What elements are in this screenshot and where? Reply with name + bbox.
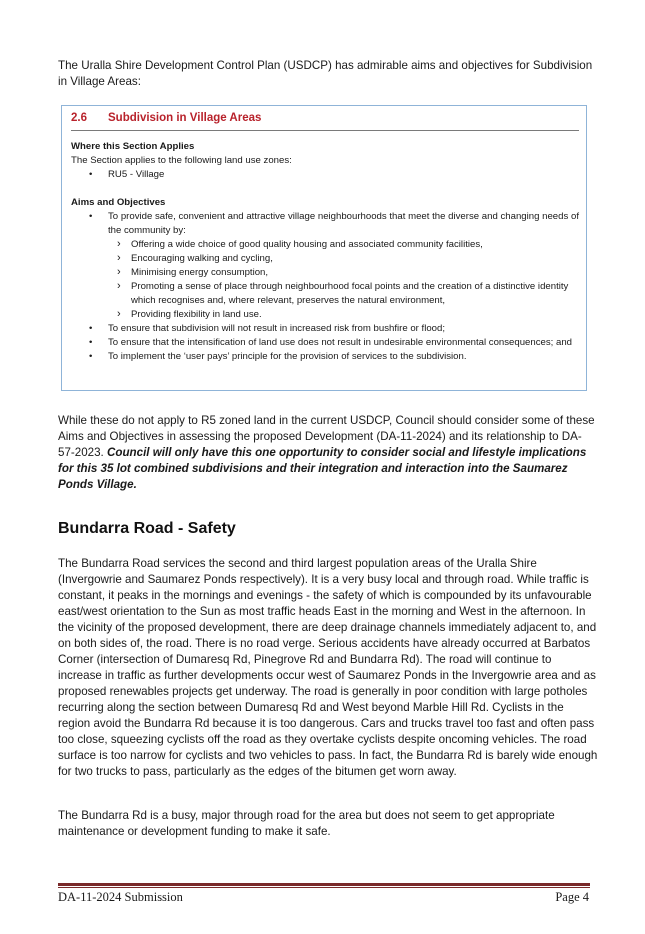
applies-text: The Section applies to the following land use zones:	[71, 155, 292, 166]
excerpt-heading	[71, 112, 579, 131]
aims-heading: Aims and Objectives	[71, 197, 166, 208]
zone-item: • RU5 - Village	[71, 168, 579, 182]
road-safety-paragraph: The Bundarra Road services the second and third largest population areas of the Uralla Shire (Invergowrie and Saumarez Ponds respectively). It is a very busy local and through road. While traffic is constant, it peaks in the mornings and evenings - the safety of which is compounded by its unfavourable east/west orientation to the Sun as most traffic heads East in the morning and West in the afternoon. In the vicinity of the proposed development, there are deep drainage channels immediately adjacent to, and on both sides of, the road. There is no road verge. Serious accidents have already occurred at Barbatos Corner (intersection of Dumaresq Rd, Pinegrove Rd and Bundarra Rd). The road will continue to increase in traffic as further developments occur west of Saumarez Ponds in the Invergowrie area and as proposed renewables projects get underway. The road is generally in poor condition with large potholes recurring along the section between Dumaresq Rd and West beyond Marble Hill Rd. Cyclists in the region avoid the Bundarra Rd because it is too dangerous. Cars and trucks travel too fast and often pass too close, squeezing cyclists off the road as they overtake cyclists despite oncoming vehicles. The road surface is too narrow for cyclists and two vehicles to pass. In fact, the Bundarra Rd is barely wide enough for two trucks to pass, particularly as the edges of the bitumen get worn away.	[58, 557, 598, 778]
aim-item: • To ensure that subdivision will not result in increased risk from bushfire or flood;	[71, 322, 579, 336]
intro-paragraph: The Uralla Shire Development Control Plan (USDCP) has admirable aims and objectives for Subdivision in Village Areas:	[58, 59, 593, 88]
aim-item: • To provide safe, convenient and attractive village neighbourhoods that meet the diverse and changing needs of the community by:	[71, 210, 579, 238]
sub-item: › Encouraging walking and cycling,	[71, 252, 579, 266]
aim-item: • To implement the ‘user pays’ principle for the provision of services to the subdivision.	[71, 350, 579, 364]
assessment-emphasis: Council will only have this one opportunity to consider social and lifestyle implications for this 35 lot combined subdivisions and their integration and interaction into the Saumarez Ponds Village.	[58, 446, 587, 491]
excerpt-body	[71, 140, 579, 364]
footer-page-number: Page 4	[555, 890, 589, 904]
section-title: Subdivision in Village Areas	[108, 112, 262, 124]
funding-paragraph: The Bundarra Rd is a busy, major through road for the area but does not seem to get appropriate maintenance or development funding to make it safe.	[58, 809, 555, 838]
footer-rule-thin	[58, 887, 590, 888]
aim-item: • To ensure that the intensification of land use does not result in undesirable environmental consequences; and	[71, 336, 579, 350]
section-number: 2.6	[71, 112, 87, 124]
applies-heading: Where this Section Applies	[71, 141, 195, 152]
sub-item: › Offering a wide choice of good quality housing and associated community facilities,	[71, 238, 579, 252]
sub-item: › Providing flexibility in land use.	[71, 308, 579, 322]
footer-rule	[58, 883, 590, 886]
sub-item: › Promoting a sense of place through neighbourhood focal points and the creation of a distinctive identity which recognises and, where relevant, preserves the natural environment,	[71, 280, 579, 308]
section-heading: Bundarra Road - Safety	[58, 520, 236, 537]
assessment-paragraph	[58, 413, 598, 493]
sub-item: › Minimising energy consumption,	[71, 266, 579, 280]
assessment-text: While these do not apply to R5 zoned land in the current USDCP, Council should consider some of these Aims and Objectives in assessing the proposed Development (DA-11-2024) and its relationship to DA-57-2023.	[58, 414, 595, 459]
usdcp-excerpt-box	[61, 105, 587, 391]
footer-doc-id: DA-11-2024 Submission	[58, 890, 183, 904]
